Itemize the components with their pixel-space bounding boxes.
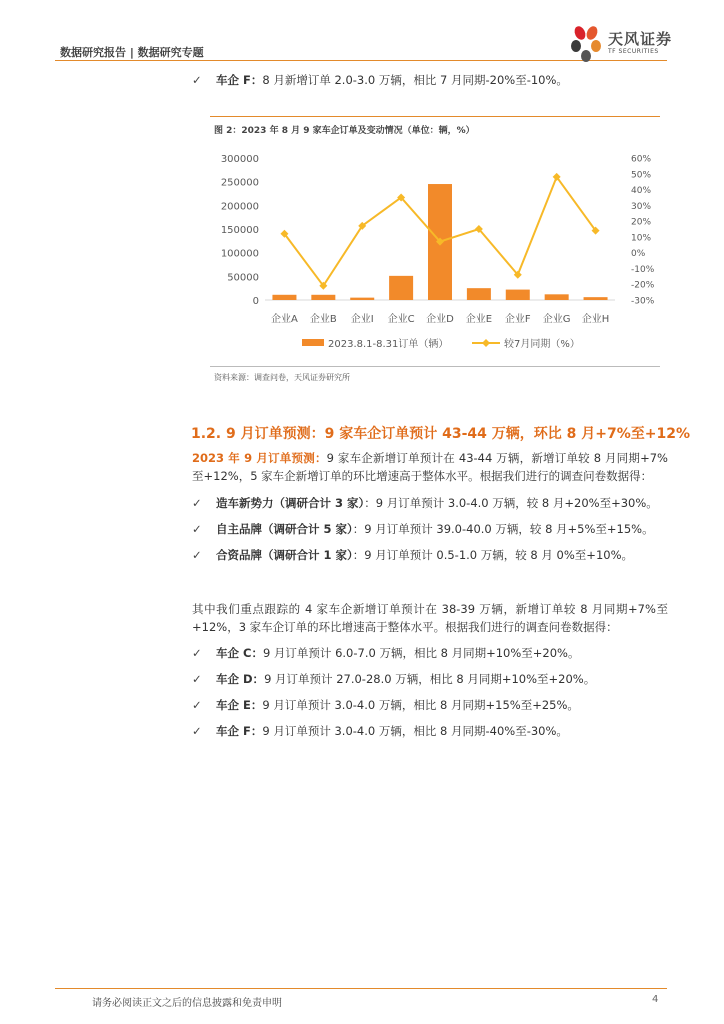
logo-subtitle: TF SECURITIES: [608, 48, 659, 55]
category-label: 企业G: [542, 314, 571, 325]
bullet-key: 车企 C：: [216, 646, 263, 660]
left-axis-ticks: [221, 154, 259, 307]
footer-divider: [55, 988, 667, 989]
check-icon: ✓: [192, 646, 202, 660]
list-item: [192, 697, 579, 713]
right-tick-label: 0%: [631, 249, 646, 260]
bar: [506, 290, 530, 300]
list-item: [192, 645, 579, 661]
bullet-text: 9 月订单预计 3.0-4.0 万辆，相比 8 月同期-40%至-30%。: [262, 724, 568, 738]
bullet-text: ：9 月订单预计 3.0-4.0 万辆，较 8 月+20%至+30%。: [364, 496, 658, 510]
category-label: 企业D: [426, 314, 454, 325]
category-label: 企业B: [309, 314, 337, 325]
figure-bottom-divider: [210, 366, 660, 367]
left-tick-label: 250000: [220, 177, 259, 189]
bar: [584, 297, 608, 300]
list-item: [192, 495, 658, 511]
bullet-text: 9 月订单预计 3.0-4.0 万辆，相比 8 月同期+15%至+25%。: [262, 698, 579, 712]
page-number: 4: [652, 994, 659, 1005]
category-label: 企业H: [581, 314, 610, 325]
bullet-text: 8 月新增订单 2.0-3.0 万辆，相比 7 月同期-20%至-10%。: [262, 73, 568, 87]
left-tick-label: 50000: [227, 272, 259, 284]
right-tick-label: -10%: [631, 264, 655, 275]
legend-label: 2023.8.1-8.31订单（辆）: [328, 339, 449, 350]
right-tick-label: -30%: [631, 296, 655, 307]
list-item: [192, 671, 595, 687]
list-item: [192, 521, 654, 537]
category-labels: [271, 312, 609, 325]
paragraph-lead: 2023 年 9 月订单预测：: [192, 451, 327, 465]
left-tick-label: 150000: [220, 225, 259, 236]
bar: [311, 295, 335, 300]
check-icon: ✓: [192, 73, 202, 87]
right-tick-label: 10%: [631, 233, 652, 244]
list-item: [192, 723, 568, 739]
bullet-key: 车企 D：: [216, 672, 265, 686]
company-logo: [568, 24, 678, 64]
right-tick-label: -20%: [631, 280, 655, 291]
category-label: 企业C: [387, 314, 415, 325]
check-icon: ✓: [192, 698, 202, 712]
category-label: 企业A: [271, 314, 298, 325]
right-tick-label: 60%: [631, 154, 652, 165]
bullet-text: 9 月订单预计 6.0-7.0 万辆，相比 8 月同期+10%至+20%。: [262, 646, 580, 660]
right-tick-label: 40%: [631, 186, 652, 197]
bullet-key: 自主品牌（调研合计 5 家）: [216, 522, 353, 536]
legend-swatch-marker: [482, 339, 490, 347]
paragraph-text: 9 家车企新增订单预计在 43-44 万辆，新增订单较 8 月同期+7%至+12%，5 家车企新增订单的环比增速高于整体水平。根据我们进行的调查问卷数据得：: [192, 451, 668, 483]
logo-flower-icon: [568, 24, 606, 64]
bar: [272, 295, 296, 300]
bullet-text: ：9 月订单预计 39.0-40.0 万辆，较 8 月+5%至+15%。: [352, 522, 654, 536]
check-icon: ✓: [192, 724, 202, 738]
report-type: 数据研究报告 | 数据研究专题: [60, 46, 204, 59]
footer-disclaimer: 请务必阅读正文之后的信息披露和免责申明: [92, 998, 282, 1009]
check-icon: ✓: [192, 522, 202, 536]
category-label: 企业E: [465, 314, 493, 325]
section-title: 1.2. 9 月订单预测：9 家车企订单预计 43-44 万辆，环比 8 月+7%至+12%: [191, 426, 690, 442]
bar: [545, 294, 569, 300]
orders-chart: [210, 138, 660, 363]
bullet-key: 车企 F：: [216, 724, 263, 738]
bullet-key: 车企 E：: [216, 698, 263, 712]
bar: [467, 288, 491, 300]
left-tick-label: 300000: [220, 154, 259, 165]
bullet-key: 造车新势力（调研合计 3 家）: [216, 496, 365, 510]
paragraph-1: [192, 449, 668, 485]
right-tick-label: 50%: [631, 170, 652, 181]
bar: [350, 298, 374, 300]
right-tick-label: 30%: [631, 201, 652, 212]
bar: [389, 276, 413, 300]
figure-caption: 图 2：2023 年 8 月 9 家车企订单及变动情况（单位：辆，%）: [214, 126, 475, 136]
check-icon: ✓: [192, 548, 202, 562]
check-icon: ✓: [192, 496, 202, 510]
bullet-key: 车企 F：: [216, 73, 263, 87]
logo-name: 天风证券: [608, 30, 673, 48]
left-tick-label: 0: [252, 296, 259, 307]
list-item: [192, 547, 633, 563]
bullet-key: 合资品牌（调研合计 1 家）: [216, 548, 353, 562]
bullet-text: ：9 月订单预计 0.5-1.0 万辆，较 8 月 0%至+10%。: [352, 548, 633, 562]
chart-legend: [302, 337, 580, 350]
right-tick-label: 20%: [631, 217, 652, 228]
check-icon: ✓: [192, 672, 202, 686]
left-tick-label: 200000: [220, 201, 259, 213]
figure-source: 资料来源：调查问卷，天风证券研究所: [214, 373, 350, 382]
figure-top-divider: [210, 116, 660, 117]
legend-swatch-bar: [302, 339, 324, 346]
legend-label: 较7月同期（%）: [504, 339, 580, 350]
left-tick-label: 100000: [220, 248, 259, 260]
category-label: 企业F: [504, 314, 531, 325]
category-label: 企业I: [350, 314, 374, 325]
bullet-text: 9 月订单预计 27.0-28.0 万辆，相比 8 月同期+10%至+20%。: [264, 672, 596, 686]
list-item: [192, 72, 568, 88]
right-axis-ticks: [631, 155, 655, 307]
paragraph-2: 其中我们重点跟踪的 4 家车企新增订单预计在 38-39 万辆，新增订单较 8 月同期+7%至+12%，3 家车企订单的环比增速高于整体水平。根据我们进行的调查问卷数据得：: [192, 602, 668, 634]
